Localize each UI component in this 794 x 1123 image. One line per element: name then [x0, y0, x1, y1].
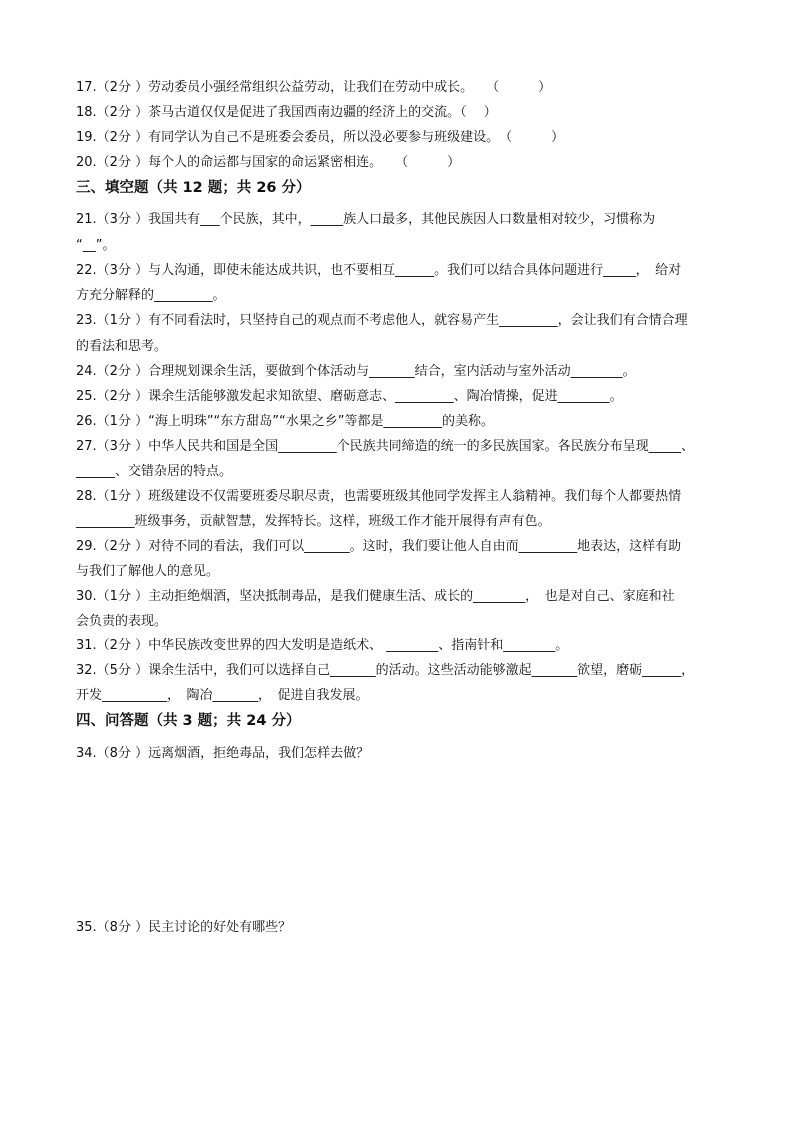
question-34: 34.（8分 ）远离烟酒，拒绝毒品，我们怎样去做？ [76, 746, 370, 761]
question-22: 22.（3分 ）与人沟通，即使未能达成共识，也不要相互______。我们可以结合具体问题进行_____， 给对 [76, 263, 682, 278]
question-28: 28.（1分 ）班级建设不仅需要班委尽职尽责，也需要班级其他同学发挥主人翁精神。我们每个人都要热情 [76, 489, 682, 504]
question-29: 29.（2分 ）对待不同的看法，我们可以_______。这时，我们要让他人自由而_________地表达，这样有助 [76, 539, 682, 554]
question-27-cont: ______、交错杂居的特点。 [76, 464, 233, 479]
question-24: 24.（2分 ）合理规划课余生活，要做到个体活动与_______结合，室内活动与室外活动________。 [76, 364, 636, 379]
question-21: 21.（3分 ）我国共有___个民族，其中，_____族人口最多，其他民族因人口数量相对较少，习惯称为 [76, 212, 656, 227]
question-35: 35.（8分 ）民主讨论的好处有哪些？ [76, 920, 292, 935]
question-27: 27.（3分 ）中华人民共和国是全国_________个民族共同缔造的统一的多民族国家。各民族分布呈现_____、 [76, 439, 695, 454]
question-19: 19.（2分 ）有同学认为自己不是班委会委员，所以没必要参与班级建设。 （ ） [76, 130, 565, 145]
question-21-cont: “__”。 [76, 238, 116, 253]
question-30: 30.（1分 ）主动拒绝烟酒，坚决抵制毒品，是我们健康生活、成长的________， 也是对自己、家庭和社 [76, 589, 675, 604]
question-18: 18.（2分 ）茶马古道仅仅是促进了我国西南边疆的经济上的交流。（ ） [76, 105, 497, 120]
question-23: 23.（1分 ）有不同看法时，只坚持自己的观点而不考虑他人，就容易产生_________，会让我们有合情合理 [76, 313, 688, 328]
question-28-cont: _________班级事务，贡献智慧，发挥特长。这样，班级工作才能开展得有声有色。 [76, 514, 551, 529]
question-23-cont: 的看法和思考。 [76, 339, 168, 354]
question-25: 25.（2分 ）课余生活能够激发起求知欲望、磨砺意志、_________、陶冶情操，促进________。 [76, 389, 623, 404]
question-30-cont: 会负责的表现。 [76, 614, 168, 629]
question-22-cont: 方充分解释的_________。 [76, 288, 226, 303]
section-fill-in-heading: 三、填空题（共 12 题；共 26 分） [76, 180, 311, 196]
question-29-cont: 与我们了解他人的意见。 [76, 564, 220, 579]
question-31: 31.（2分 ）中华民族改变世界的四大发明是造纸术、 ________、指南针和________。 [76, 638, 569, 653]
question-32-cont: 开发__________， 陶冶_______， 促进自我发展。 [76, 688, 369, 703]
question-20: 20.（2分 ）每个人的命运都与国家的命运紧密相连。 （ ） [76, 155, 461, 170]
question-32: 32.（5分 ）课余生活中，我们可以选择自己_______的活动。这些活动能够激起_______欲望，磨砺______， [76, 663, 695, 678]
section-qa-heading: 四、问答题（共 3 题；共 24 分） [76, 713, 301, 729]
question-17: 17.（2分 ）劳动委员小强经常组织公益劳动，让我们在劳动中成长。 （ ） [76, 80, 552, 95]
question-26: 26.（1分 ）“海上明珠”“东方甜岛”“水果之乡”等都是_________的美称。 [76, 414, 494, 429]
